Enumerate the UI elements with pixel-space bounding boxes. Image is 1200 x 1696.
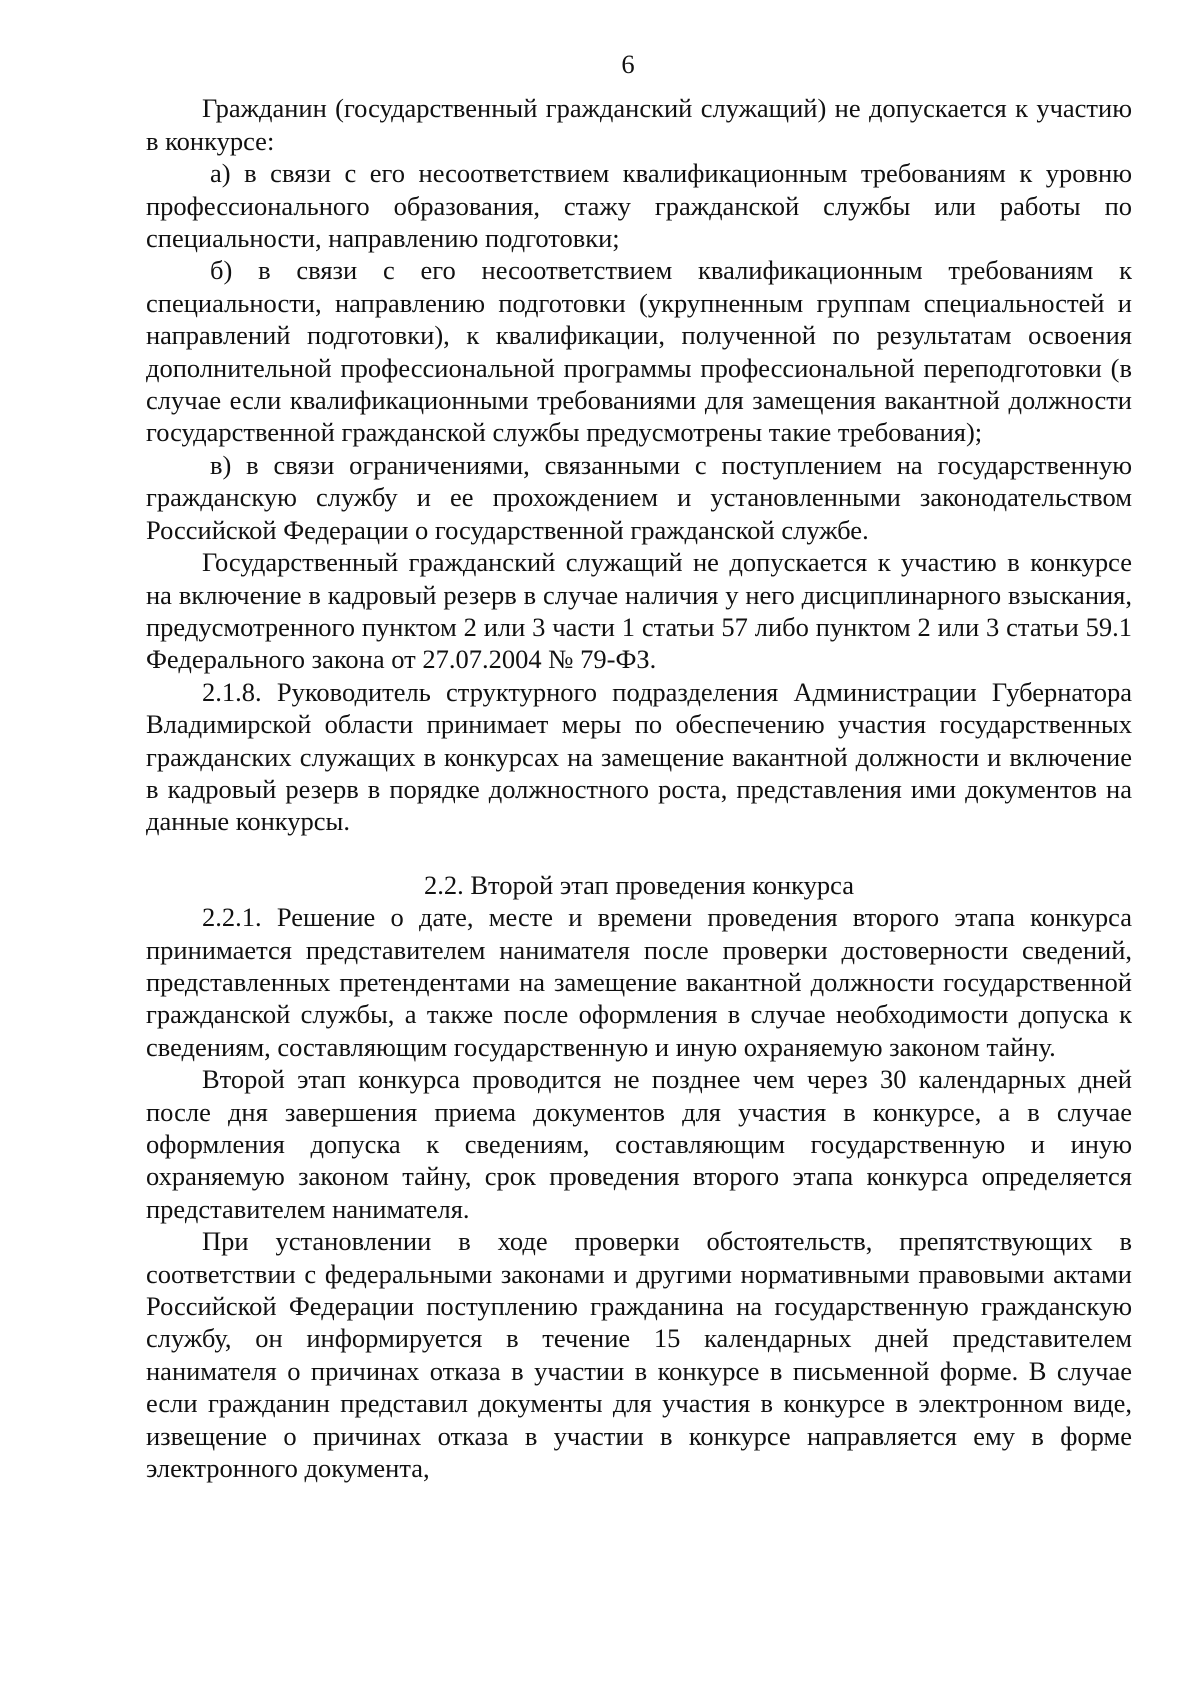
page-number: 6	[621, 49, 635, 79]
section-heading-2-2: 2.2. Второй этап проведения конкурса	[423, 869, 855, 900]
paragraph-second-stage-timing: Второй этап конкурса проводится не позднее чем через 30 календарных дней после дня завершения приема документов для участия в конкурсе, а в случае оформления допуска к сведениям, составляющим государственную и иную охраняемую законом тайну, срок проведения второго этапа конкурса определяется представителем нанимателя.	[146, 1064, 1132, 1224]
paragraph-2-1-8: 2.1.8. Руководитель структурного подразделения Администрации Губернатора Владимирской области принимает меры по обеспечению участия государственных гражданских служащих в конкурсах на замещение вакантной должности и включение в кадровый резерв в порядке должностного роста, представления ими документов на данные конкурсы.	[146, 676, 1132, 837]
paragraph-item-a: а) в связи с его несоответствием квалификационным требованиям к уровню профессионального образования, стажу гражданской службы или работы по специальности, направлению подготовки;	[146, 158, 1132, 254]
paragraph-2-2-1: 2.2.1. Решение о дате, месте и времени проведения второго этапа конкурса принимается представителем нанимателя после проверки достоверности сведений, представленных претендентами на замещение вакантной должности государственной гражданской службы, а также после оформления в случае необходимости допуска к сведениям, составляющим государственную и иную охраняемую законом тайну.	[146, 902, 1132, 1062]
paragraph-not-admitted-intro: Гражданин (государственный гражданский служащий) не допускается к участию в конкурсе:	[146, 93, 1132, 156]
paragraph-refusal-notification: При установлении в ходе проверки обстоятельств, препятствующих в соответствии с федеральными законами и другими нормативными правовыми актами Российской Федерации поступлению гражданина на государственную гражданскую службу, он информируется в течение 15 календарных дней представителем нанимателя о причинах отказа в участии в конкурсе в письменной форме. В случае если гражданин представил документы для участия в конкурсе в электронном виде, извещение о причинах отказа в участии в конкурсе направляется ему в форме электронного документа,	[146, 1226, 1132, 1484]
paragraph-item-b: б) в связи с его несоответствием квалификационным требованиям к специальности, направлению подготовки (укрупненным группам специальностей и направлений подготовки), к квалификации, полученной по результатам освоения дополнительной профессиональной программы профессиональной переподготовки (в случае если квалификационными требованиями для замещения вакантной должности государственной гражданской службы предусмотрены такие требования);	[146, 255, 1132, 448]
paragraph-civil-servant-not-admitted: Государственный гражданский служащий не допускается к участию в конкурсе на включение в кадровый резерв в случае наличия у него дисциплинарного взыскания, предусмотренного пунктом 2 или 3 части 1 статьи 57 либо пунктом 2 или 3 статьи 59.1 Федерального закона от 27.07.2004 № 79-ФЗ.	[146, 547, 1132, 675]
paragraph-item-v: в) в связи ограничениями, связанными с поступлением на государственную гражданскую службу и ее прохождением и установленными законодательством Российской Федерации о государственной гражданской службе.	[146, 449, 1132, 545]
